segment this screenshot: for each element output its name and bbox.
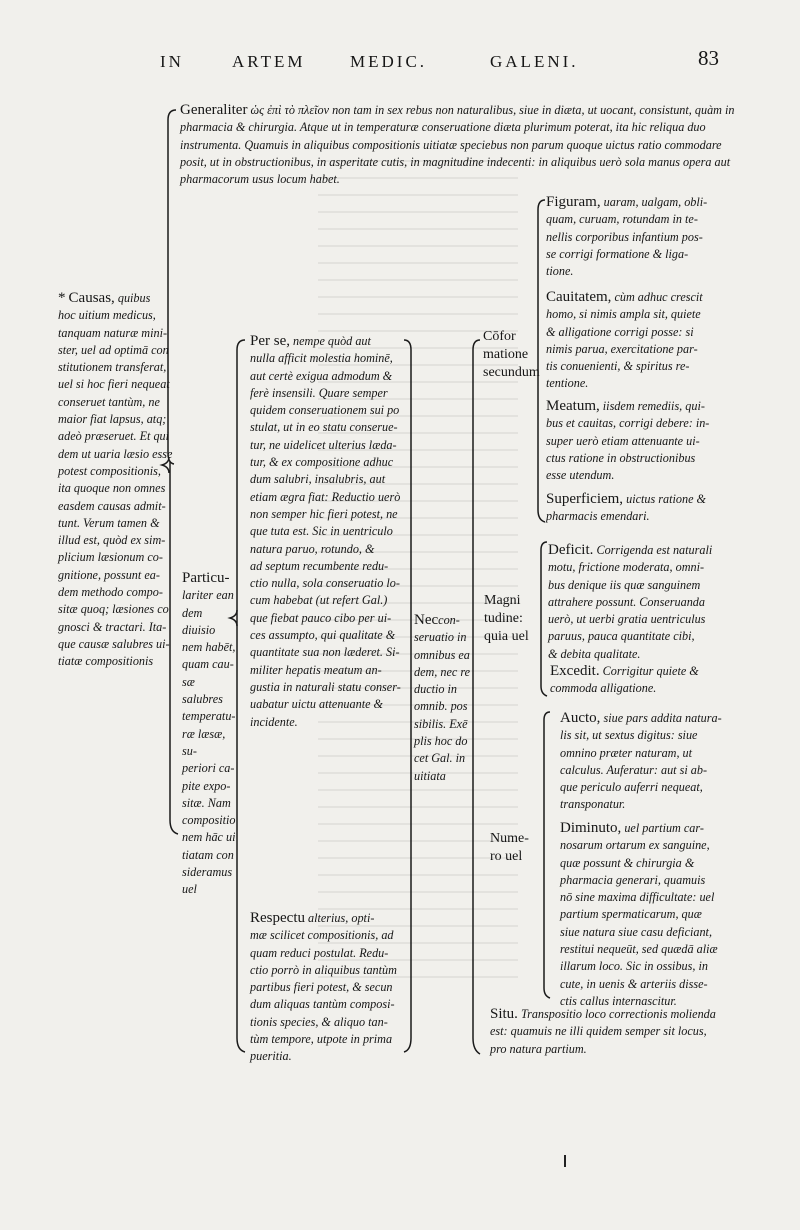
page-number: 83 <box>698 46 719 70</box>
header-word: GALENI. <box>490 52 579 71</box>
header-word: MEDIC. <box>350 52 428 71</box>
particulariter-text: lariter ean dem diuisio nem habēt, quam cau- sæ salubres temperatu- ræ læsæ, su- periori ca- pite expo- sitæ. Nam compositio nem hāc ui tiatam con sideramus uel <box>182 588 236 897</box>
printer-mark <box>564 1155 566 1167</box>
cauitatem-text: cùm adhuc crescit homo, si nimis ampla sit, quiete & alligatione corrigi posse: si nimis parua, exercitatione par- tis conuenienti, & spiritus re- tentione. <box>546 290 703 391</box>
heading-meatum: Meatum, <box>546 398 600 414</box>
heading-particulariter: Particu- <box>182 570 230 586</box>
meatum-block <box>546 398 746 484</box>
aucto-text: siue pars addita natura- lis sit, ut sextus digitus: siue omnino præter naturam, ut calculus. Auferatur: aut si ab- que periculo auferri nequeat, transponatur. <box>560 711 722 812</box>
nec-block <box>414 612 474 785</box>
heading-situ: Situ. <box>490 1006 518 1022</box>
heading-diminuto: Diminuto, <box>560 820 622 836</box>
situ-block <box>490 1006 760 1058</box>
aucto-block <box>560 710 760 814</box>
nec-text: con- seruatio in omnibus ea dem, nec re ductio in omnib. pos sibilis. Exē plis hoc do cet Gal. in uitiata <box>414 613 471 783</box>
heading-causas: Causas, <box>68 290 115 306</box>
superficiem-block <box>546 491 746 526</box>
header-word: ARTEM <box>232 52 306 71</box>
numero-label: Nume- ro uel <box>490 831 529 864</box>
diminuto-text: uel partium car- nosarum ortarum ex sanguine, quæ possunt & chirurgia & pharmacia generari, quamuis nō sine maxima difficultate: uel partium spermaticarum, quæ siue natura siue casu deficiant, restitui nequeūt, sed quædā aliæ illarum loco. Sic in ossibus, in cute, in uenis & arteriis disse- ctis callus internascitur. <box>560 821 718 1008</box>
causas-text: quibus hoc uitium medicus, tanquam naturæ mini- ster, uel ad optimā con stitutionem transferat, uel si hoc fieri nequeat conseruet tantùm, ne maior fiat lapsus, atq; adeò præseruet. Et qui dem ut uaria læsio esse potest compositionis, ita quoque non omnes easdem causas admit- tunt. Verum tamen & illud est, quòd ex sim- plicium læsionum co- gnitione, possunt ea- dem methodo compo- sitæ quoq; læsiones co gnosci & tractari. Ita- que causæ salubres ui- tiatæ compositionis <box>58 291 173 669</box>
meatum-text: iisdem remediis, qui- bus et cauitas, corrigi debere: in- super uerò etiam attenuante ui- ctus ratione in obstructionibus esse utendum. <box>546 399 710 483</box>
respectu-text: alterius, opti- mæ scilicet compositionis, ad quam reduci postulat. Redu- ctio porrò in aliquibus tantùm partibus fieri potest, & secun dum aliquas tantùm composi- tionis species, & aliquo tan- tùm tempore, utpote in prima pueritia. <box>250 911 397 1064</box>
generaliter-block <box>180 102 740 188</box>
heading-aucto: Aucto, <box>560 710 601 726</box>
heading-deficit: Deficit. <box>548 542 594 558</box>
heading-cauitatem: Cauitatem, <box>546 289 612 305</box>
header-word: IN <box>160 52 184 71</box>
heading-excedit: Excedit. <box>550 663 600 679</box>
heading-nec: Nec <box>414 612 439 628</box>
magnitudine-label: Magni tudine: quia uel <box>484 593 529 644</box>
perse-text: nempe quòd aut nulla afficit molestia hominē, aut certè exigua admodum & ferè insensili. Quare semper quidem conseruationem sui po stulat, ut in eo statu conserue- tur, ne uidelicet ulterius læda- tur, & ex compositione adhuc dum salubri, insalubris, aut etiam ægra fiat: Reductio uerò non semper hic fieri potest, ne que tuta est. Sic in uentriculo natura paruo, rotundo, & ad septum recumbente redu- ctio nulla, sola conseruatio lo- cum habebat (ut refert Gal.) que fiebat pauco cibo per ui- ces assumpto, qui qualitate & quantitate sua non læderet. Si- militer hepatis meatum an- gustia in naturali statu conser- uabatur uictu attenuante & incidente. <box>250 334 401 729</box>
diminuto-block <box>560 820 760 1010</box>
heading-superficiem: Superficiem, <box>546 491 624 507</box>
heading-generaliter: Generaliter <box>180 102 248 118</box>
heading-figuram: Figuram, <box>546 194 601 210</box>
conformatione-label: Cōfor matione secundum <box>483 329 540 380</box>
perse-block <box>250 333 410 731</box>
generaliter-text: ὡς ἐπὶ τὸ πλεῖον non tam in sex rebus non naturalibus, siue in diæta, ut uocant, consistunt, quàm in pharmacia & chirurgia. Atque ut in temperaturæ conseruatione diæta plurimum poterat, ita hic reliqua duo instrumenta. Quamuis in aliquibus compositionis uitiatæ speciebus non parum quoque uictus ratio commodare posit, ut in obstructionibus, in asperitate cutis, in magnitudine indecenti: in aliquibus uerò sola manus opera aut pharmacorum usus locum habet. <box>180 103 735 187</box>
superficiem-text: uictus ratione & pharmacis emendari. <box>546 492 707 524</box>
asterisk-mark: * <box>58 290 66 306</box>
figuram-text: uaram, ualgam, obli- quam, curuam, rotundam in te- nellis corporibus infantium pos- se corrigi formatione & liga- tione. <box>546 195 708 279</box>
respectu-block <box>250 910 410 1066</box>
cauitatem-block <box>546 289 746 393</box>
deficit-block <box>548 542 748 663</box>
running-header <box>0 46 800 82</box>
deficit-text: Corrigenda est naturali motu, frictione moderata, omni- bus denique iis quæ sanguinem attrahere possunt. Conseruanda uerò, ut uerbi gratia uentriculus paruus, pauca quantitate cibi, & debita qualitate. <box>548 543 713 661</box>
situ-text: Transpositio loco correctionis molienda est: quamuis ne illi quidem semper sit locus, pro natura partium. <box>490 1007 716 1056</box>
heading-respectu: Respectu <box>250 910 305 926</box>
particulariter-block <box>182 570 238 899</box>
causas-block <box>58 290 180 671</box>
excedit-block <box>550 663 750 698</box>
excedit-text: Corrigitur quiete & commoda alligatione. <box>550 664 699 696</box>
heading-perse: Per se, <box>250 333 290 349</box>
figuram-block <box>546 194 746 280</box>
